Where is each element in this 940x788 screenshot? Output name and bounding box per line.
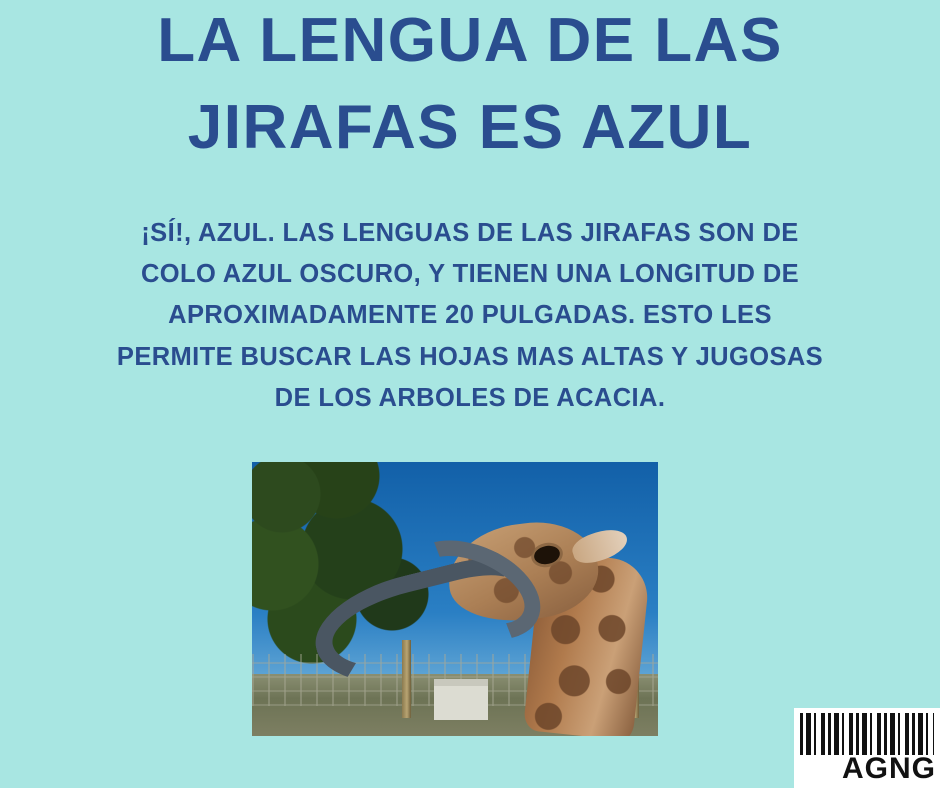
shed [434, 679, 488, 720]
page-title [0, 0, 940, 163]
body-text [0, 163, 940, 419]
body-line-5: DE LOS ARBOLES DE ACACIA. [274, 384, 666, 413]
body-line-4: PERMITE BUSCAR LAS HOJAS MAS ALTAS Y JUGOSAS [116, 342, 824, 371]
giraffe-photo [252, 462, 658, 736]
body-line-1: ¡SÍ!, AZUL. LAS LENGUAS DE LAS JIRAFAS SON DE [141, 218, 799, 247]
title-line-2: JIRAFAS ES AZUL [187, 93, 753, 163]
logo-text: AGNG [842, 752, 936, 785]
title-line-1: LA LENGUA DE LAS [157, 6, 783, 75]
barcode-icon [800, 713, 934, 755]
body-line-3: APROXIMADAMENTE 20 PULGADAS. ESTO LES [168, 301, 772, 330]
logo-badge [794, 708, 940, 788]
body-line-2: COLO AZUL OSCURO, Y TIENEN UNA LONGITUD DE [140, 260, 800, 289]
